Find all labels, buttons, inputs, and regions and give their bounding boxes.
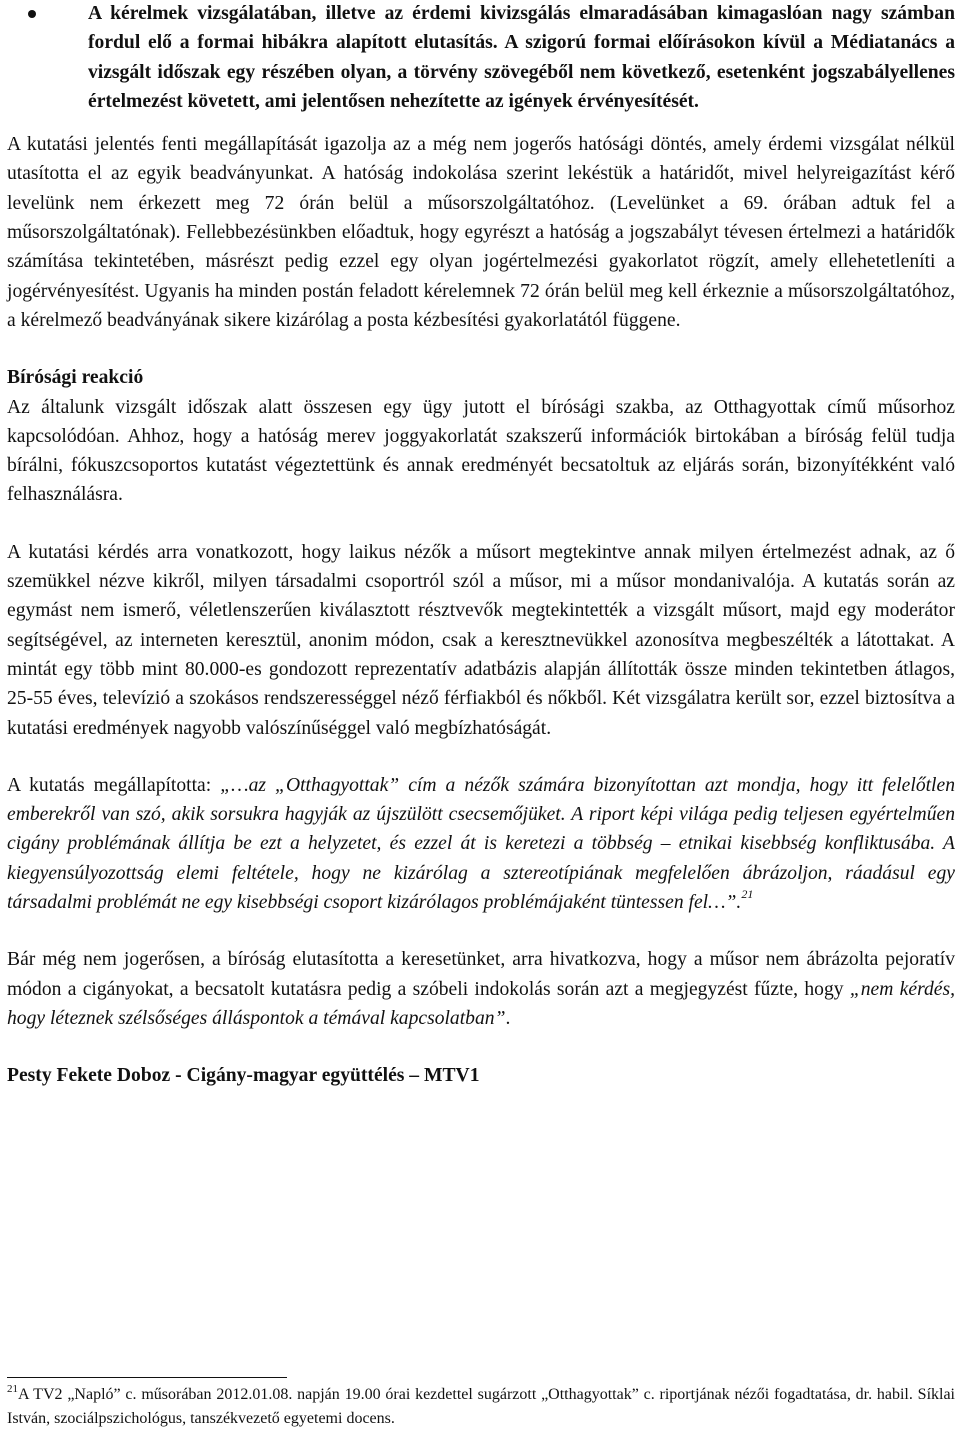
finding-quote: „…az „Otthagyottak” cím a nézők számára bizonyítottan azt mondja, hogy itt felelőtlen emberekről van szó, akik sorsukra hagyják az újszülött csecsemőjüket. A riport képi világa pedig teljesen egyértelműen cigány problémának állítja be ezt a helyzetet, és ezzel át is keretezi a többség – etnikai kisebbség konfliktusába. A kiegyensúlyozottság elemi feltétele, hogy ne kizárólag a sztereotípiának megfelelően ábrázoljon, ráadásul egy társadalmi problémát ne egy kisebbségi csoport kizárólagos problémájaként tüntessen fel…”.	[7, 774, 955, 914]
section-heading-program: Pesty Fekete Doboz - Cigány-magyar együttélés – MTV1	[7, 1065, 480, 1087]
section-heading-court: Bírósági reakció	[7, 367, 144, 389]
paragraph-appeal: A kutatási jelentés fenti megállapítását igazolja az a még nem jogerős hatósági döntés, amely érdemi vizsgálat nélkül utasította el az egyik beadványunkat. A hatóság indokolása szerint lekéstük a határidőt, mivel helyreigazítást kérő levelünk nem érkezett meg 72 órán belül a műsorszolgáltatóhoz. (Levelünket a 69. órában adtuk fel a műsorszolgáltatónak). Fellebbezésünkben előadtuk, hogy egyrészt a hatóság a jogszabályt tévesen értelmezi a határidők számítása tekintetében, másrészt pedig ezzel egy olyan jogértelmezési gyakorlatot rögzít, amely ellehetetleníti a jogérvényesítést. Ugyanis ha minden postán feladott kérelemnek 72 órán belül meg kell érkeznie a műsorszolgáltatóhoz, a kérelmező beadványának sikere kizárólag a posta kézbesítési gyakorlatától függene.	[7, 134, 955, 331]
bullet-point-icon	[28, 10, 36, 18]
paragraph-court-case: Az általunk vizsgált időszak alatt összesen egy ügy jutott el bírósági szakba, az Otthagyottak című műsorhoz kapcsolódóan. Ahhoz, hogy a hatóság merev joggyakorlatát szakszerű információk birtokában a bíróság felül tudja bírálni, fókuszcsoportos kutatást végeztettünk és annak eredményét becsatoltuk az eljárás során, bizonyítékként való felhasználásra.	[7, 396, 955, 506]
finding-lead-text: A kutatás megállapította:	[7, 774, 221, 796]
decision-text: Bár még nem jogerősen, a bíróság elutasította a keresetünket, arra hivatkozva, hogy a műsor nem ábrázolta pejoratív módon a cigányokat, a becsatolt kutatásra pedig a szóbeli indokolás során azt a megjegyzést fűzte, hogy	[7, 949, 955, 1000]
paragraph-research-question: A kutatási kérdés arra vonatkozott, hogy laikus nézők a műsort megtekintve annak milyen értelmezést adnak, az ő szemükkel nézve kikről, milyen társadalmi csoportról szól a műsor, mi a műsor mondanivalója. A kutatás során az egymást nem ismerő, véletlenszerűen kiválasztott résztvevők megtekintették a vizsgált műsort, majd egy moderátor segítségével, az interneten keresztül, anonim módon, csak a keresztnevükkel azonosítva megbeszélték a látottakat. A mintát egy több mint 80.000-es gondozott reprezentatív adatbázis alapján állították össze minden tekintetben átlagos, 25-55 éves, televízió a szokásos rendszerességgel néző férfiakból és nőkből. Két vizsgálatra került sor, ezzel biztosítva a kutatási eredmények nagyobb valószínűséggel való megbízhatóságát.	[7, 541, 955, 739]
decision-quote: „nem kérdés, hogy léteznek szélsőséges álláspontok a témával kapcsolatban”	[7, 978, 955, 1029]
footnote-number: 21	[7, 1382, 18, 1395]
footnote-text: A TV2 „Napló” c. műsorában 2012.01.08. napján 19.00 órai kezdettel sugárzott „Otthagyottak” c. riportjának nézői fogadtatása, dr. habil. Síklai István, szociálpszichológus, tanszékvezető egyetemi docens.	[7, 1386, 955, 1427]
bullet-text: A kérelmek vizsgálatában, illetve az érdemi kivizsgálás elmaradásában kimagaslóan nagy számban fordul elő a formai hibákra alapított elutasítás. A szigorú formai előírásokon kívül a Médiatanács a vizsgált időszak egy részében olyan, a törvény szövegéből nem következő, esetenként jogszabályellenes értelmezést követett, ami jelentősen nehezítette az igények érvényesítését.	[88, 3, 955, 112]
footnote-reference[interactable]: 21	[741, 887, 754, 902]
bullet-item	[7, 0, 955, 116]
footnote-divider	[7, 1377, 287, 1378]
document-page	[7, 0, 955, 1091]
footnote	[7, 1383, 955, 1431]
paragraph-research-finding	[7, 771, 955, 917]
paragraph-court-decision	[7, 945, 955, 1033]
decision-end: .	[505, 1007, 511, 1029]
